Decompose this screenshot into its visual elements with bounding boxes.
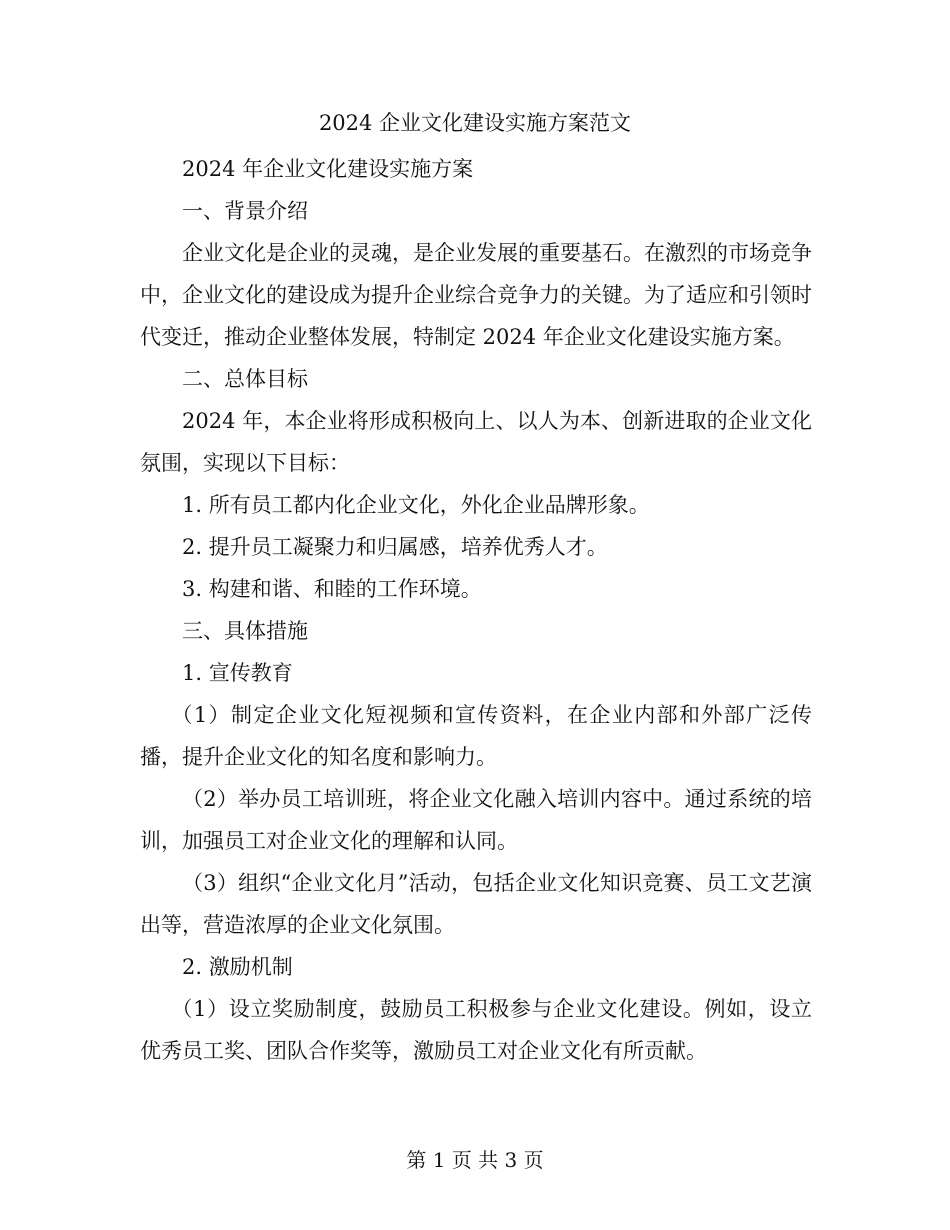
section-heading-background: 一、背景介绍 xyxy=(182,199,308,223)
section-heading-measures: 三、具体措施 xyxy=(182,619,308,643)
document-title: 2024 企业文化建设实施方案范文 xyxy=(318,111,632,135)
document-body xyxy=(140,148,812,1072)
section-heading-plan: 2024 年企业文化建设实施方案 xyxy=(182,157,474,181)
measure-item-publicity-1: （1）制定企业文化短视频和宣传资料，在企业内部和外部广泛传播，提升企业文化的知名度和影响力。 xyxy=(140,703,812,769)
subsection-heading-publicity: 1. 宣传教育 xyxy=(182,661,293,685)
goal-item-1: 1. 所有员工都内化企业文化，外化企业品牌形象。 xyxy=(182,493,650,517)
subsection-heading-incentives: 2. 激励机制 xyxy=(182,955,293,979)
paragraph-background: 企业文化是企业的灵魂，是企业发展的重要基石。在激烈的市场竞争中，企业文化的建设成为提升企业综合竞争力的关键。为了适应和引领时代变迁，推动企业整体发展，特制定 2024 年企业文化建设实施方案。 xyxy=(140,241,812,349)
measure-item-publicity-3: （3）组织“企业文化月”活动，包括企业文化知识竞赛、员工文艺演出等，营造浓厚的企业文化氛围。 xyxy=(140,871,812,937)
goal-item-3: 3. 构建和谐、和睦的工作环境。 xyxy=(182,577,482,601)
paragraph-goals: 2024 年，本企业将形成积极向上、以人为本、创新进取的企业文化氛围，实现以下目标： xyxy=(140,409,812,475)
measure-item-publicity-2: （2）举办员工培训班，将企业文化融入培训内容中。通过系统的培训，加强员工对企业文化的理解和认同。 xyxy=(140,787,812,853)
section-heading-goals: 二、总体目标 xyxy=(182,367,308,391)
page-number-footer: 第 1 页 共 3 页 xyxy=(406,1148,544,1172)
goal-item-2: 2. 提升员工凝聚力和归属感，培养优秀人才。 xyxy=(182,535,608,559)
measure-item-incentives-1: （1）设立奖励制度，鼓励员工积极参与企业文化建设。例如，设立优秀员工奖、团队合作奖等，激励员工对企业文化有所贡献。 xyxy=(140,997,812,1063)
